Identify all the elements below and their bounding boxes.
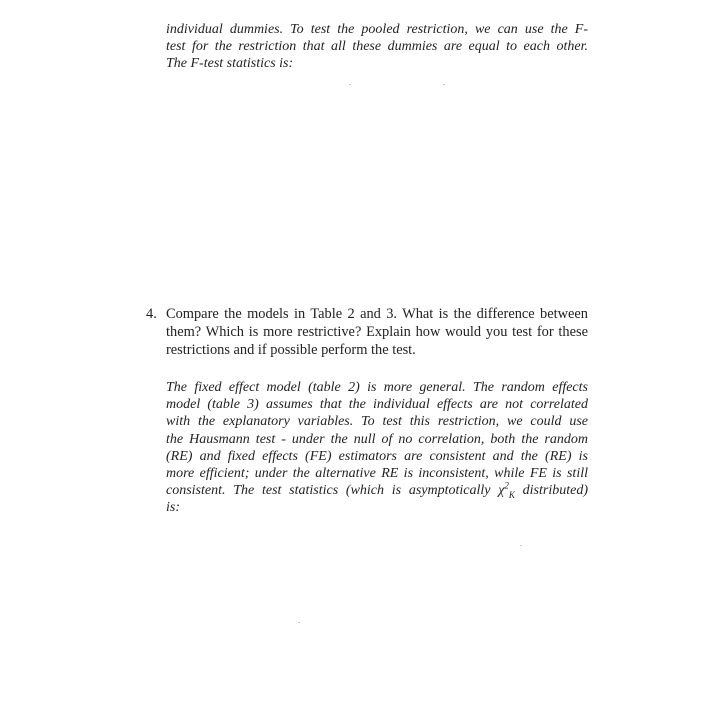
scan-speck — [349, 84, 351, 85]
answer-line: model (table 3) assumes that the individual effects are not correlated — [166, 397, 588, 413]
chi-squared-symbol — [498, 480, 515, 501]
top-paragraph-line: test for the restriction that all these dummies are equal to each other. — [166, 39, 588, 55]
question-line: Compare the models in Table 2 and 3. What is the difference between — [166, 306, 588, 322]
answer-line: (RE) and fixed effects (FE) estimators are consistent and the (RE) is — [166, 448, 588, 464]
chi-subscript: K — [508, 490, 515, 501]
answer-line: The fixed effect model (table 2) is more general. The random effects — [166, 380, 588, 395]
scan-speck — [443, 84, 445, 85]
answer-line-chi-after: distributed) — [522, 483, 589, 499]
question-text — [166, 305, 588, 359]
answer-paragraph — [166, 379, 588, 517]
top-paragraph-line: individual dummies. To test the pooled restriction, we can use the F- — [166, 22, 588, 37]
question-number: 4. — [146, 306, 157, 322]
scan-speck — [520, 545, 522, 546]
answer-line: with the explanatory variables. To test this restriction, we could use — [166, 414, 588, 430]
answer-line: more efficient; under the alternative RE is inconsistent, while FE is still — [166, 466, 588, 482]
scan-speck — [298, 622, 300, 623]
answer-line: the Hausmann test - under the null of no correlation, both the random — [166, 431, 588, 447]
question-line: restrictions and if possible perform the test. — [166, 342, 416, 358]
top-paragraph-line: The F-test statistics is: — [166, 56, 294, 72]
answer-line-chi-before: consistent. The test statistics (which is asymptotically — [166, 483, 491, 499]
chi-superscript: 2 — [504, 480, 509, 491]
top-paragraph — [166, 21, 588, 73]
answer-line: is: — [166, 500, 180, 516]
chi-letter: χ — [498, 483, 505, 499]
answer-line-chi — [166, 482, 588, 499]
question-line: them? Which is more restrictive? Explain how would you test for these — [166, 324, 588, 340]
